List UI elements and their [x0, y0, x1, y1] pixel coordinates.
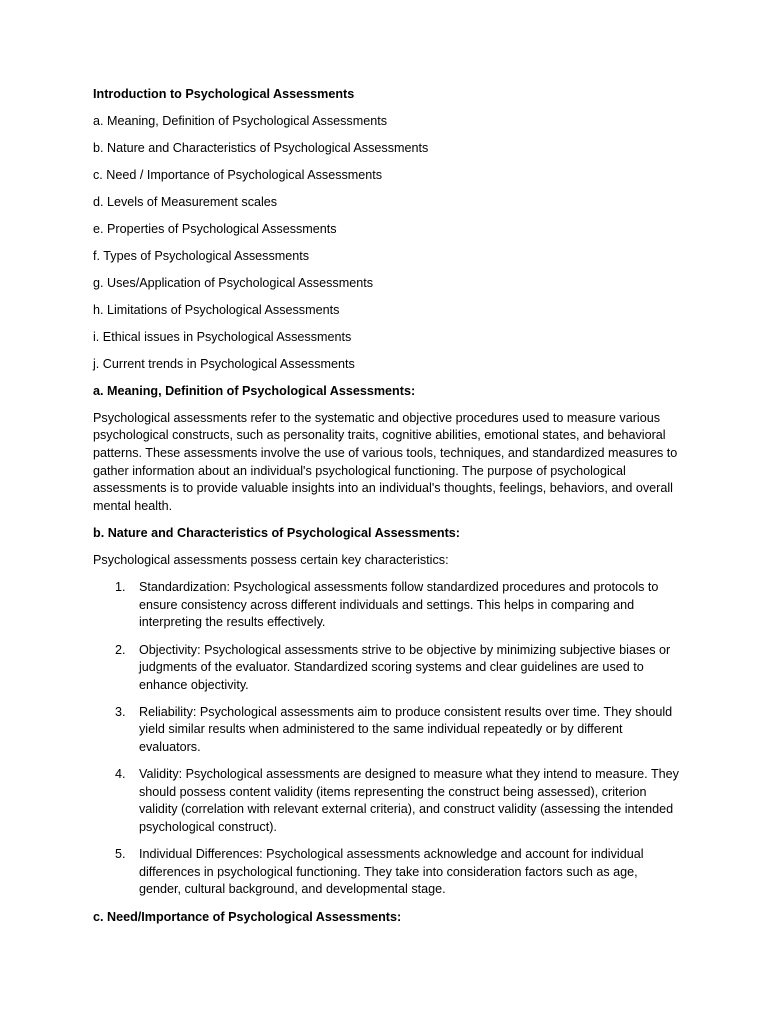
list-item: [115, 642, 683, 695]
characteristics-list: [93, 579, 683, 899]
section-b-intro: Psychological assessments possess certain key characteristics:: [93, 552, 449, 567]
list-item: [115, 846, 683, 899]
section-b-heading: b. Nature and Characteristics of Psychological Assessments:: [93, 525, 460, 540]
list-item-text: Validity: Psychological assessments are designed to measure what they intend to measure. They should possess content validity (items representing the construct being assessed), criterion validity (correlation with relevant external criteria), and construct validity (assessing the intended psychological construct).: [139, 767, 679, 835]
toc-item-c: c. Need / Importance of Psychological Assessments: [93, 167, 383, 182]
toc-item-h: h. Limitations of Psychological Assessments: [93, 302, 340, 317]
toc-item-a: a. Meaning, Definition of Psychological Assessments: [93, 113, 388, 128]
toc-item-b: b. Nature and Characteristics of Psychological Assessments: [93, 140, 429, 155]
list-item-text: Standardization: Psychological assessments follow standardized procedures and protocols to ensure consistency across different individuals and settings. This helps in comparing and interpreting the results effectively.: [139, 580, 659, 630]
section-a-paragraph: Psychological assessments refer to the systematic and objective procedures used to measure various psychological constructs, such as personality traits, cognitive abilities, emotional states, and behavioral patterns. These assessments involve the use of various tools, techniques, and standardized measures to gather information about an individual's psychological functioning. The purpose of psychological assessments is to provide valuable insights into an individual's thoughts, feelings, behaviors, and overall mental health.: [93, 410, 678, 513]
list-item-number: 5.: [115, 847, 126, 862]
list-item-text: Individual Differences: Psychological assessments acknowledge and account for individual differences in psychological functioning. They take into consideration factors such as age, gender, cultural background, and developmental stage.: [139, 847, 644, 897]
list-item: [115, 579, 683, 632]
list-item-number: 3.: [115, 704, 126, 719]
list-item-number: 2.: [115, 642, 126, 657]
list-item: [115, 766, 683, 836]
toc-item-j: j. Current trends in Psychological Assessments: [93, 356, 355, 371]
list-item-text: Reliability: Psychological assessments aim to produce consistent results over time. They should yield similar results when administered to the same individual repeatedly or by different evaluators.: [139, 704, 673, 755]
list-item: [115, 704, 683, 757]
list-item-number: 1.: [115, 580, 126, 595]
list-item-number: 4.: [115, 767, 126, 782]
list-item-text: Objectivity: Psychological assessments strive to be objective by minimizing subjective biases or judgments of the evaluator. Standardized scoring systems and clear guidelines are used to enhance objectivity.: [139, 642, 671, 692]
toc-item-i: i. Ethical issues in Psychological Assessments: [93, 329, 352, 344]
toc-item-g: g. Uses/Application of Psychological Assessments: [93, 275, 373, 290]
document-page: [93, 86, 683, 936]
section-a-heading: a. Meaning, Definition of Psychological Assessments:: [93, 383, 416, 398]
toc-item-f: f. Types of Psychological Assessments: [93, 248, 310, 263]
section-c-heading: c. Need/Importance of Psychological Assessments:: [93, 909, 402, 924]
toc-item-d: d. Levels of Measurement scales: [93, 194, 278, 209]
document-title: Introduction to Psychological Assessments: [93, 87, 355, 101]
toc-item-e: e. Properties of Psychological Assessments: [93, 221, 337, 236]
